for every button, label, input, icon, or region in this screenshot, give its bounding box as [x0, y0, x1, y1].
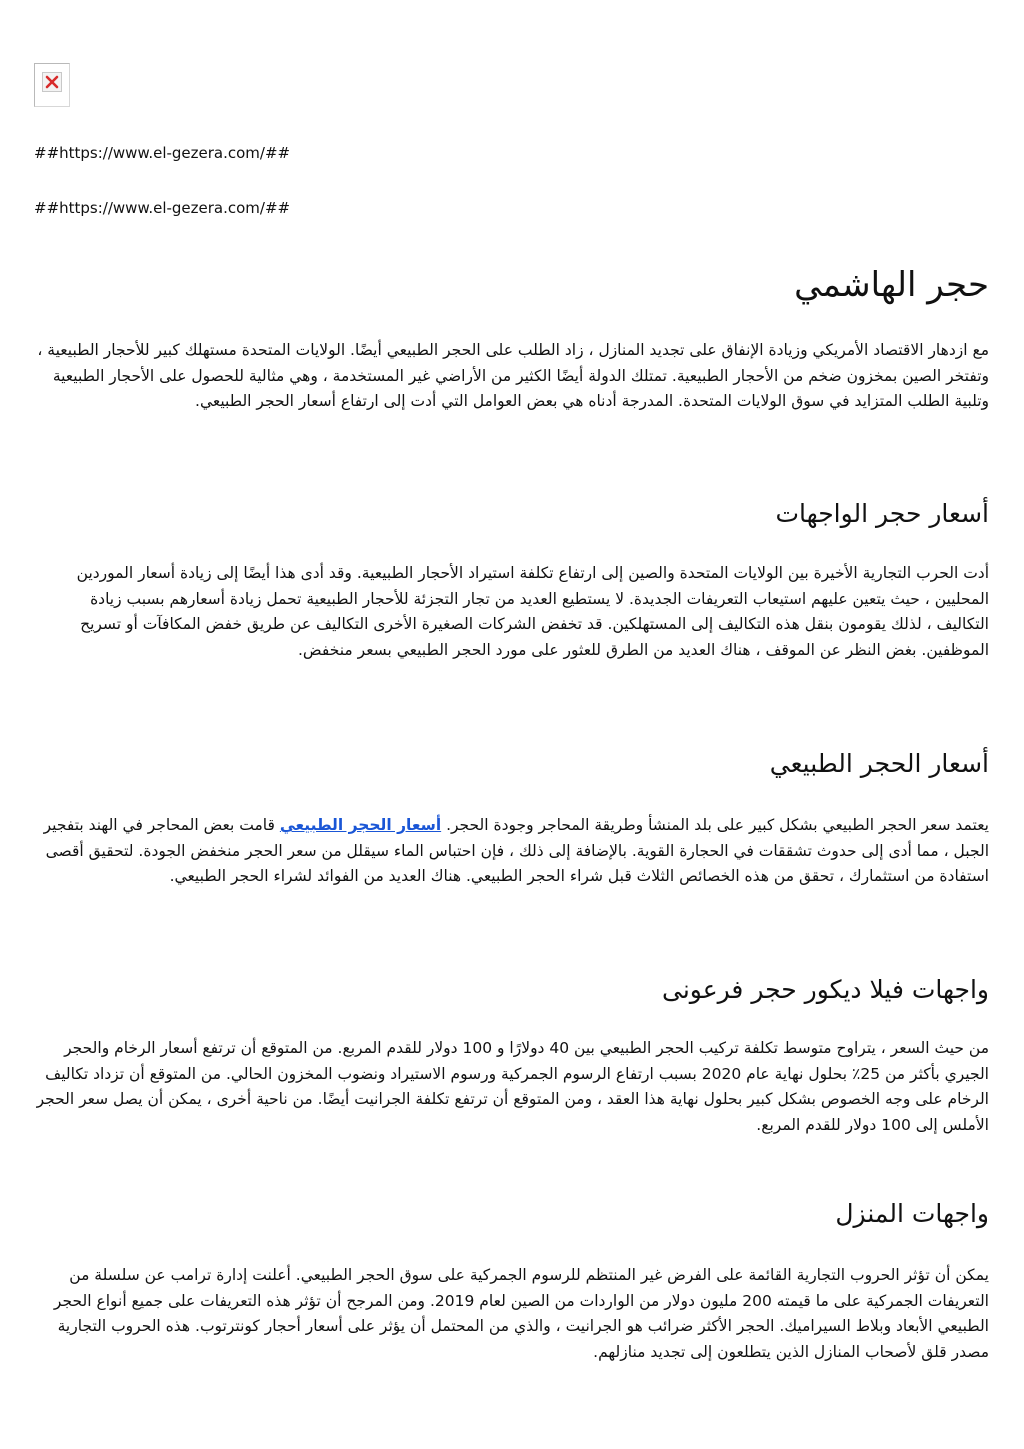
section-paragraph-house-facades: يمكن أن تؤثر الحروب التجارية القائمة على الفرض غير المنتظم للرسوم الجمركية على سوق الحجر الطبيعي. أعلنت إدارة ترامب عن سلسلة من التعريفات الجمركية على ما قيمته 200 مليون دولار من الواردات من الصين لعام 2019. ومن المرجح أن تؤثر هذه التعريفات على جميع أنواع الحجر الطبيعي الأبعاد وبلاط السيراميك. الحجر الأكثر ضرائب هو الجرانيت ، والذي من المحتمل أن يؤثر على أسعار أحجار كونترتوب. هذه الحروب التجارية مصدر قلق لأصحاب المنازل الذين يتطلعون إلى تجديد منازلهم. — [53, 1266, 989, 1361]
section-paragraph-natural-stone-prices — [34, 813, 989, 890]
section-heading-natural-stone-prices: أسعار الحجر الطبيعي — [769, 749, 989, 778]
paragraph-text-before-link: يعتمد سعر الحجر الطبيعي بشكل كبير على بلد المنشأ وطريقة المحاجر وجودة الحجر. — [441, 816, 989, 834]
section-heading-villa-facades: واجهات فيلا ديكور حجر فرعونى — [662, 975, 989, 1004]
section-heading-facade-prices: أسعار حجر الواجهات — [775, 499, 989, 528]
natural-stone-prices-link[interactable]: أسعار الحجر الطبيعي — [279, 816, 442, 834]
page-title: حجر الهاشمي — [794, 265, 989, 305]
section-paragraph-villa-facades: من حيث السعر ، يتراوح متوسط تكلفة تركيب الحجر الطبيعي بين 40 دولارًا و 100 دولار للقدم المربع. من المتوقع أن ترتفع أسعار الرخام والحجر الجيري بأكثر من 25٪ بحلول نهاية عام 2020 بسبب ارتفاع الرسوم الجمركية ورسوم الاستيراد ونضوب المخزون الحالي. من المتوقع أن تزداد تكاليف الرخام على وجه الخصوص بشكل كبير بحلول نهاية هذا العقد ، ومن المتوقع أن ترتفع تكلفة الجرانيت أيضًا. من ناحية أخرى ، يمكن أن يصل سعر الحجر الأملس إلى 100 دولار للقدم المربع. — [36, 1039, 989, 1134]
broken-image-icon — [42, 72, 62, 92]
intro-paragraph: مع ازدهار الاقتصاد الأمريكي وزيادة الإنفاق على تجديد المنازل ، زاد الطلب على الحجر الطبيعي أيضًا. الولايات المتحدة مستهلك كبير للأحجار الطبيعية ، وتفتخر الصين بمخزون ضخم من الأحجار الطبيعية. تمتلك الدولة أيضًا الكثير من الأراضي غير المستخدمة ، وهي مثالية للحصول على الأحجار الطبيعية وتلبية الطلب المتزايد في سوق الولايات المتحدة. المدرجة أدناه هي بعض العوامل التي أدت إلى ارتفاع أسعار الحجر الطبيعي. — [37, 341, 989, 411]
paragraph-text-after-link: قامت بعض المحاجر في الهند بتفجير الجبل ، مما أدى إلى حدوث تشققات في الحجارة القوية. بالإضافة إلى ذلك ، فإن احتباس الماء سيقلل من سعر الحجر منخفض الجودة. لتحقيق أقصى استفادة من استثمارك ، تحقق من هذه الخصائص الثلاث قبل شراء الحجر الطبيعي. هناك العديد من الفوائد لشراء الحجر الطبيعي. — [43, 816, 989, 886]
section-paragraph-facade-prices: أدت الحرب التجارية الأخيرة بين الولايات المتحدة والصين إلى ارتفاع تكلفة استيراد الأحجار الطبيعية. وقد أدى هذا أيضًا إلى زيادة أسعار الموردين المحليين ، حيث يتعين عليهم استيعاب التعريفات الجديدة. لا يستطيع العديد من تجار التجزئة للأحجار الطبيعية تحمل زيادة أسعارهم بسبب زيادة التكاليف ، لذلك يقومون بنقل هذه التكاليف إلى المستهلكين. قد تخفض الشركات الصغيرة الأخرى التكاليف عن طريق خفض المكافآت أو تسريح الموظفين. بغض النظر عن الموقف ، هناك العديد من الطرق للعثور على مورد الحجر الطبيعي بسعر منخفض. — [76, 564, 989, 659]
broken-image-placeholder — [34, 63, 70, 107]
url-line-2: ##https://www.el-gezera.com/## — [34, 199, 291, 217]
section-heading-house-facades: واجهات المنزل — [835, 1199, 989, 1228]
url-line-1: ##https://www.el-gezera.com/## — [34, 144, 291, 162]
